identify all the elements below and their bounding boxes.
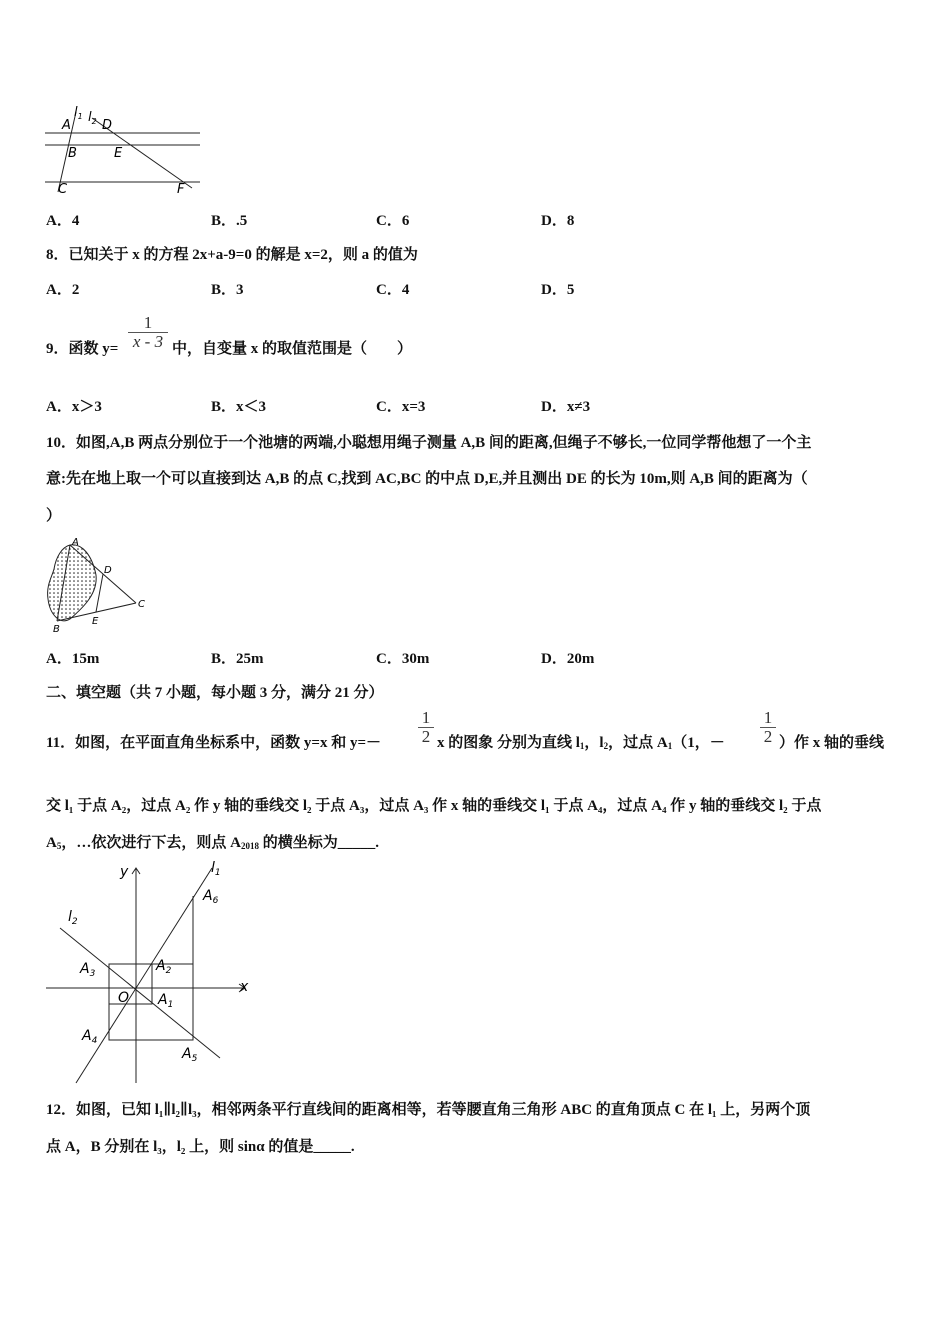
label-l1: $l_1$ — [211, 860, 221, 878]
label-F: F — [177, 182, 185, 197]
label-A4: $A_4$ — [82, 1028, 98, 1046]
q11-text-part1: 11．如图，在平面直角坐标系中，函数 y=x 和 y=－ — [46, 735, 382, 751]
q9-option-d[interactable]: D．x≠3 — [541, 399, 591, 415]
label-O: O — [118, 990, 130, 1006]
q10-option-a[interactable]: A．15m — [46, 651, 100, 667]
q9-fraction-numerator: 1 — [143, 313, 153, 332]
q8-option-b[interactable]: B．3 — [211, 282, 244, 298]
q7-option-a[interactable]: A．4 — [46, 213, 80, 229]
q9-option-a[interactable]: A．x＞3 — [46, 399, 102, 415]
q9-fraction-denominator: x - 3 — [132, 332, 164, 351]
q11-text-line3: $A_5$，…依次进行下去，则点 $A_{2018}$ 的横坐标为_____. — [46, 835, 379, 851]
q7-figure — [40, 100, 210, 200]
q11-fraction-2: 1 2 — [760, 709, 776, 746]
section-2-heading: 二、填空题（共 7 小题，每小题 3 分，满分 21 分） — [46, 685, 384, 701]
segment-DE — [96, 574, 103, 612]
label-l2: $l_2$ — [68, 909, 78, 927]
q8-option-a[interactable]: A．2 — [46, 282, 80, 298]
label-A1: $A_1$ — [158, 992, 174, 1010]
label-A: A — [72, 537, 79, 548]
q10-pond-figure — [40, 535, 160, 640]
q9-fraction — [128, 314, 168, 351]
line-l1 — [76, 868, 212, 1083]
label-A3: $A_3$ — [80, 961, 96, 979]
q11-text-line2: 交 l₁ 于点 A₂，过点 A₂ 作 y 轴的垂线交 l₂ 于点 A₃，过点 A₃ 作 x 轴的垂线交 l₁ 于点 A₄，过点 A₄ 作 y 轴的垂线交 l₂ 于点 — [46, 798, 822, 814]
q7-option-b[interactable]: B．.5 — [211, 213, 248, 229]
label-A2: $A_2$ — [156, 958, 172, 976]
label-y: y — [120, 864, 129, 880]
q12-question-line2: 点 A，B 分别在 l₃，l₂ 上，则 sinα 的值是_____. — [46, 1139, 355, 1155]
q10-question-line3: ） — [46, 508, 62, 524]
pond-shape — [48, 545, 97, 621]
q9-question-prefix: 9．函数 y= — [46, 341, 119, 357]
q8-option-d[interactable]: D．5 — [541, 282, 575, 298]
label-C: C — [138, 599, 145, 610]
label-E: E — [114, 146, 123, 161]
label-D: D — [104, 565, 112, 576]
q7-option-d[interactable]: D．8 — [541, 213, 575, 229]
q9-option-c[interactable]: C．x=3 — [376, 399, 426, 415]
label-A: A — [62, 118, 71, 133]
q11-text-part3: ）作 x 轴的垂线 — [779, 735, 885, 751]
q10-option-b[interactable]: B．25m — [211, 651, 264, 667]
q10-question-line2: 意:先在地上取一个可以直接到达 A,B 的点 C,找到 AC,BC 的中点 D,E,并且测出 DE 的长为 10m,则 A,B 间的距离为（ — [46, 471, 808, 487]
q10-option-d[interactable]: D．20m — [541, 651, 595, 667]
label-A6: $A_6$ — [203, 888, 219, 906]
label-x: x — [240, 979, 249, 995]
q11-fraction-1: 1 2 — [418, 709, 434, 746]
label-B: B — [68, 146, 77, 161]
q12-question-line1: 12．如图，已知 l₁∥l₂∥l₃，相邻两条平行直线间的距离相等，若等腰直角三角形 ABC 的直角顶点 C 在 l₁ 上，另两个顶 — [46, 1102, 811, 1118]
q9-option-b[interactable]: B．x＜3 — [211, 399, 267, 415]
label-C: C — [58, 182, 68, 197]
label-D: D — [102, 118, 113, 133]
label-B: B — [53, 624, 60, 635]
label-l2: $l_2$ — [88, 110, 97, 126]
label-l1: $l_1$ — [74, 105, 83, 121]
q9-question-suffix: 中，自变量 x 的取值范围是（ ） — [172, 341, 413, 357]
q8-question: 8．已知关于 x 的方程 2x+a-9=0 的解是 x=2，则 a 的值为 — [46, 247, 418, 263]
q7-option-c[interactable]: C．6 — [376, 213, 410, 229]
label-E: E — [92, 616, 99, 627]
q8-option-c[interactable]: C．4 — [376, 282, 410, 298]
label-A5: $A_5$ — [182, 1046, 198, 1064]
q10-option-c[interactable]: C．30m — [376, 651, 430, 667]
q11-text-part2: x 的图象 分别为直线 $l_1$，$l_2$，过点 $A_1(1$，－ — [437, 735, 725, 751]
q10-question-line1: 10．如图,A,B 两点分别位于一个池塘的两端,小聪想用绳子测量 A,B 间的距离,但绳子不够长,一位同学帮他想了一个主 — [46, 435, 812, 451]
q11-coordinate-figure — [40, 858, 260, 1088]
